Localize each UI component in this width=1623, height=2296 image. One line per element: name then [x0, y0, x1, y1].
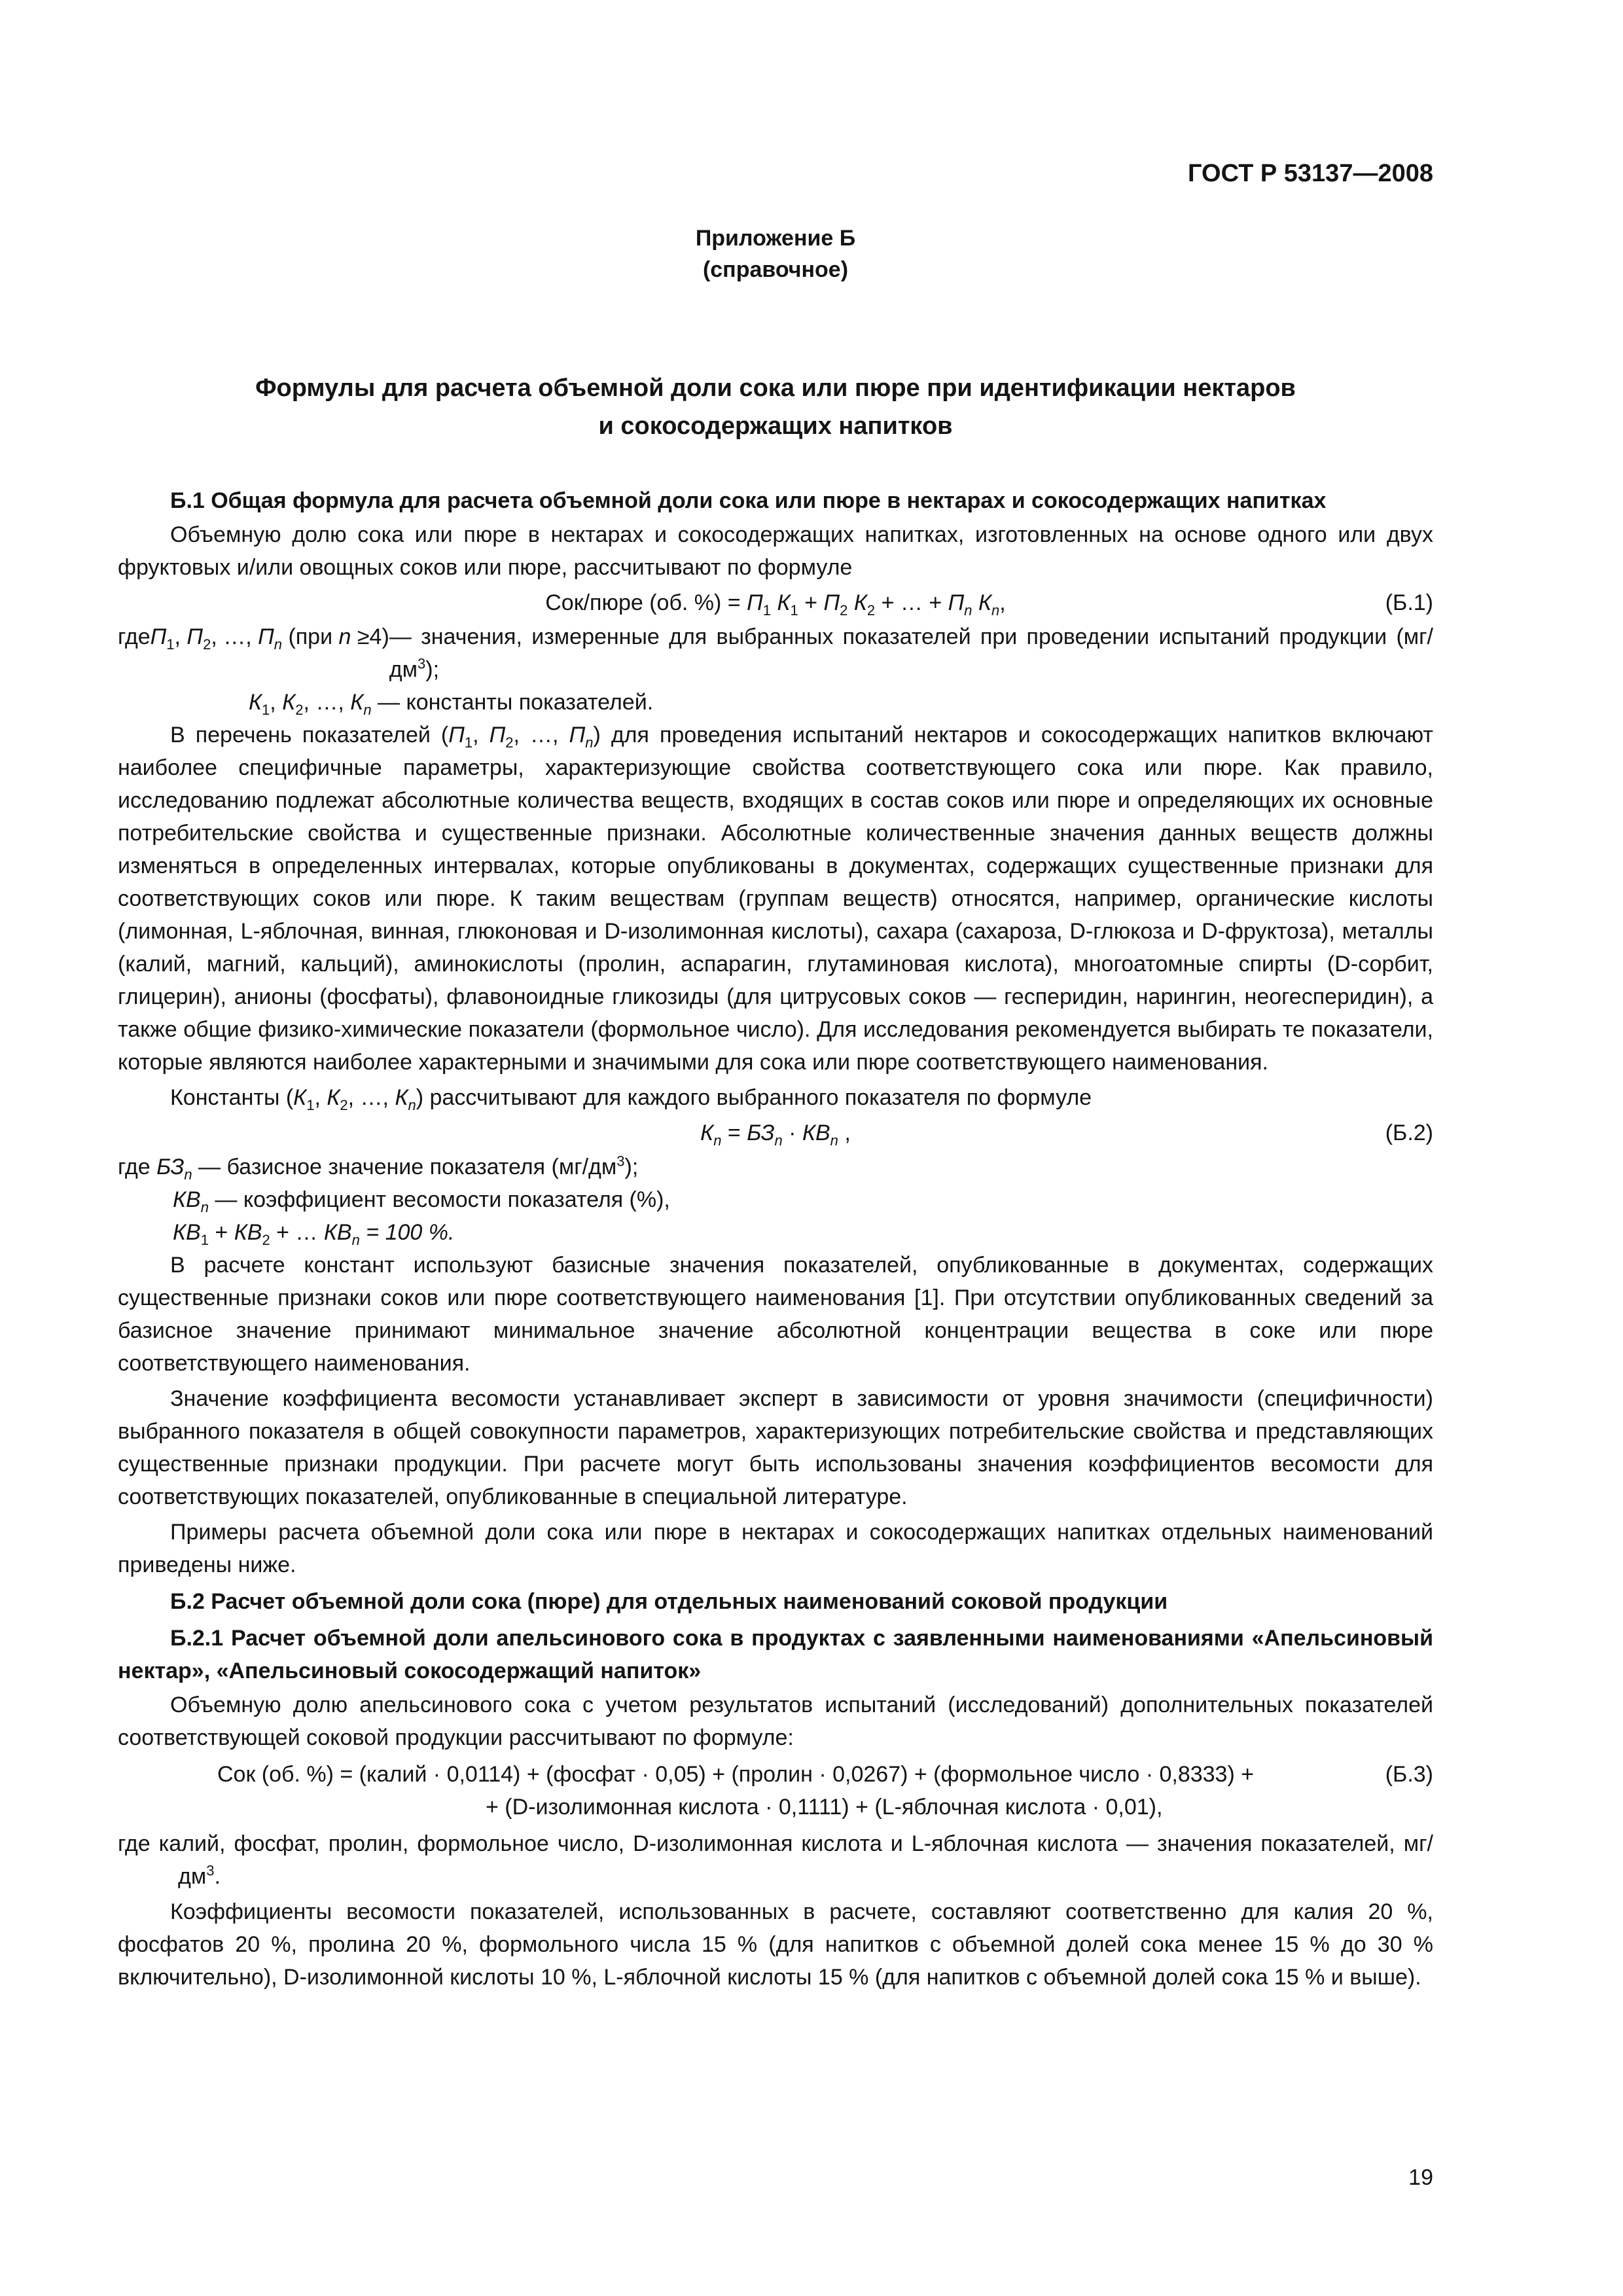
- b1-para-weight: Значение коэффициента весомости устанавливает эксперт в зависимости от уровня значимости (специфичности) выбранного показателя в общей совокупности параметров, характеризующих потребительские свойства и представляющих существенные признаки продукции. При расчете могут быть использованы значения коэффициентов весомости для соответствующих показателей, опубликованные в специальной литературе.: [118, 1386, 1433, 1509]
- formula-b3-line1: Сок (об. %) = (калий · 0,0114) + (фосфат · 0,05) + (пролин · 0,0267) + (формольное число · 0,8333) +: [217, 1762, 1255, 1787]
- b1-para-examples: Примеры расчета объемной доли сока или пюре в нектарах и сокосодержащих напитках отдельных наименований приведены ниже.: [118, 1520, 1433, 1577]
- annex-title-line2: и сокосодержащих напитков: [598, 412, 953, 440]
- b1-intro: Объемную долю сока или пюре в нектарах и сокосодержащих напитках, изготовленных на основе одного или двух фруктовых и/или овощных соков или пюре, рассчитывают по формуле: [118, 522, 1433, 580]
- annex-title: [118, 369, 1433, 445]
- b21-intro: Объемную долю апельсинового сока с учетом результатов испытаний (исследований) дополнительных показателей соответствующей соковой продукции рассчитывают по формуле:: [118, 1693, 1433, 1750]
- annex-kind: (справочное): [702, 257, 849, 282]
- annex-title-line1: Формулы для расчета объемной доли сока или пюре при идентификации нектаров: [255, 374, 1296, 402]
- formula-b2-number: (Б.2): [1385, 1121, 1433, 1145]
- formula-b3-line2: + (D-изолимонная кислота · 0,1111) + (L-яблочная кислота · 0,01),: [486, 1795, 1163, 1820]
- annex-heading: [118, 223, 1433, 285]
- b2-where-kv: $КВ_n$ — коэффициент весомости показателя (%),: [173, 1187, 670, 1215]
- formula-b2: $К_n = БЗ_n \cdot КВ_n$ , (Б.2): [118, 1117, 1433, 1149]
- b21-coefficients: Коэффициенты весомости показателей, использованных в расчете, составляют соответственно для калия 20 %, фосфатов 20 %, пролина 20 %, формольного числа 15 % (для напитков с объемной долей сока менее 15 % до 30 % включительно), D-изолимонной кислоты 10 %, L-яблочной кислоты 15 % (для напитков с объемной долей сока 15 % и выше).: [118, 1899, 1433, 1990]
- page-number: 19: [1408, 2165, 1433, 2190]
- b1-where-p: гдеП$_1$, $П_2$, …, $П_n$ (при n ≥4) — значения, измеренные для выбранных показателей при проведении испытаний продукции $(мг/дм^3)$;: [118, 624, 1433, 682]
- b1-constants-intro: Константы ($К_1$, $К_2$, …, $К_n$) рассчитывают для каждого выбранного показателя по формуле: [170, 1085, 1092, 1113]
- section-b2-heading: Б.2 Расчет объемной доли сока (пюре) для отдельных наименований соковой продукции: [170, 1589, 1168, 1614]
- formula-b3: [118, 1758, 1433, 1823]
- b1-where-k: $К_1$, $К_2$, …, $К_n$ — константы показателей.: [249, 690, 654, 718]
- standard-code: ГОСТ Р 53137—2008: [1188, 160, 1433, 187]
- b2-where-sum: $КВ_1 + КВ_2$ + … $КВ_n = 100$ %.: [173, 1220, 455, 1248]
- section-b21-heading: Б.2.1 Расчет объемной доли апельсинового сока в продуктах с заявленными наименованиями «Апельсиновый нектар», «Апельсиновый сокосодержащий напиток»: [118, 1626, 1433, 1683]
- document-page: [118, 157, 1433, 1996]
- formula-b1-number: (Б.1): [1385, 590, 1433, 615]
- b1-para-list: В перечень показателей ($П_1$, $П_2$, …, $П_n$) для проведения испытаний нектаров и сокосодержащих напитков включают наиболее специфичные параметры, характеризующие свойства соответствующего сока или пюре. Как правило, исследованию подлежат абсолютные количества веществ, входящих в состав соков или пюре и определяющих их основные потребительские свойства и существенные признаки. Абсолютные количественные значения данных веществ должны изменяться в определенных интервалах, которые опубликованы в документах, содержащих существенные признаки для соответствующих соков или пюре. К таким веществам (группам веществ) относятся, например, органические кислоты (лимонная, L-яблочная, винная, глюконовая и D-изолимонная кислоты), сахара (сахароза, D-глюкоза и D-фруктоза), металлы (калий, магний, кальций), аминокислоты (пролин, аспарагин, глутаминовая кислота), многоатомные спирты (D-сорбит, глицерин), анионы (фосфаты), флавоноидные гликозиды (для цитрусовых соков — гесперидин, нарингин, неогесперидин), а также общие физико-химические показатели (формольное число). Для исследования рекомендуется выбирать те показатели, которые являются наиболее характерными и значимыми для сока или пюре соответствующего наименования.: [118, 723, 1433, 1075]
- b2-where-bz: где $БЗ_n$ — базисное значение показателя $(мг/дм^3)$;: [118, 1153, 639, 1183]
- b3-where: где калий, фосфат, пролин, формольное число, D-изолимонная кислота и L-яблочная кислота — значения показателей, $мг/дм^3$.: [118, 1831, 1433, 1889]
- formula-b3-number: (Б.3): [1385, 1762, 1433, 1787]
- section-b1-heading: Б.1 Общая формула для расчета объемной доли сока или пюре в нектарах и сокосодержащих напитках: [170, 488, 1327, 513]
- b1-para-basis: В расчете констант используют базисные значения показателей, опубликованные в документах, содержащих существенные признаки соков или пюре соответствующего наименования [1]. При отсутствии опубликованных сведений за базисное значение принимают минимальное значение абсолютной концентрации вещества в соке или пюре соответствующего наименования.: [118, 1253, 1433, 1376]
- formula-b1: Сок/пюре (об. %) = $П_1$ $К_1 + П_2$ $К_2$ + … + $П_n$ $К_n$, (Б.1): [118, 586, 1433, 619]
- annex-name: Приложение Б: [695, 226, 856, 251]
